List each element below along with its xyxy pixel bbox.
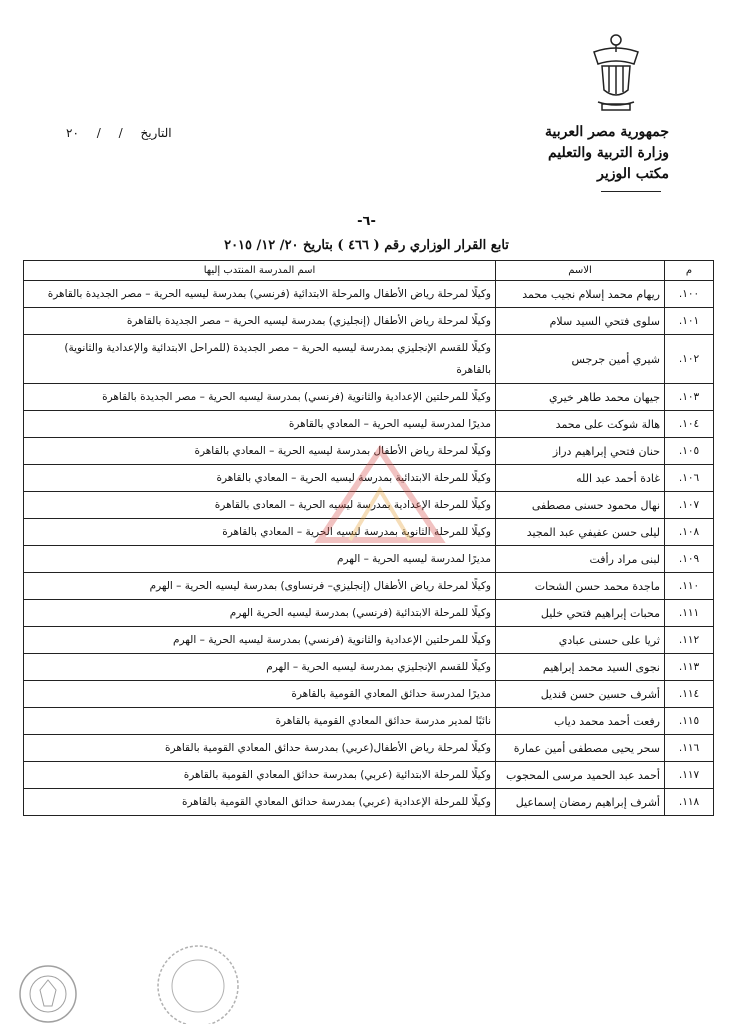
row-number: ١٠٢. xyxy=(665,335,714,384)
table-row xyxy=(24,627,714,654)
row-number: ١٠٠. xyxy=(665,281,714,308)
person-name: لبنى مراد رأفت xyxy=(496,546,665,573)
school-assignment: وكيلًا للمرحلة الإعدادية (عربي) بمدرسة حدائق المعادي القومية بالقاهرة xyxy=(24,789,496,816)
table-row xyxy=(24,600,714,627)
person-name: نهال محمود حسنى مصطفى xyxy=(496,492,665,519)
person-name: رفعت أحمد محمد دياب xyxy=(496,708,665,735)
watermark-logo-icon xyxy=(300,430,460,570)
row-number: ١٠٨. xyxy=(665,519,714,546)
header-divider xyxy=(601,191,661,192)
school-assignment: وكيلًا لمرحلة رياض الأطفال(عربي) بمدرسة حدائق المعادي القومية بالقاهرة xyxy=(24,735,496,762)
person-name: أحمد عبد الحميد مرسى المحجوب xyxy=(496,762,665,789)
row-number: ١٠٩. xyxy=(665,546,714,573)
person-name: سلوى فتحي السيد سلام xyxy=(496,308,665,335)
person-name: جيهان محمد طاهر خيري xyxy=(496,384,665,411)
school-assignment: وكيلًا للمرحلة الإعدادية بمدرسة ليسيه الحرية – المعادى بالقاهرة xyxy=(24,492,496,519)
person-name: ثريا على حسنى عبادي xyxy=(496,627,665,654)
school-assignment: وكيلًا للمرحلتين الإعدادية والثانوية (فرنسي) بمدرسة ليسيه الحرية – مصر الجديدة بالقاهرة xyxy=(24,384,496,411)
school-assignment: وكيلًا للقسم الإنجليزي بمدرسة ليسيه الحرية – الهرم xyxy=(24,654,496,681)
ministry-header xyxy=(545,122,669,192)
person-name: ريهام محمد إسلام نجيب محمد xyxy=(496,281,665,308)
person-name: أشرف حسين حسن قنديل xyxy=(496,681,665,708)
school-assignment: وكيلًا للمرحلة الابتدائية (فرنسي) بمدرسة ليسيه الحرية الهرم xyxy=(24,600,496,627)
table-row xyxy=(24,735,714,762)
row-number: ١١٣. xyxy=(665,654,714,681)
person-name: ليلى حسن عفيفي عبد المجيد xyxy=(496,519,665,546)
header-num: م xyxy=(665,261,714,281)
row-number: ١٠٥. xyxy=(665,438,714,465)
row-number: ١١٠. xyxy=(665,573,714,600)
table-row xyxy=(24,573,714,600)
school-assignment: مديرًا لمدرسة ليسيه الحرية – المعادي بالقاهرة xyxy=(24,411,496,438)
table-row xyxy=(24,384,714,411)
school-assignment: وكيلًا لمرحلة رياض الأطفال بمدرسة ليسيه الحرية – المعادي بالقاهرة xyxy=(24,438,496,465)
office-name: مكتب الوزير xyxy=(597,166,669,182)
row-number: ١٠٤. xyxy=(665,411,714,438)
header-school: اسم المدرسة المنتدب إليها xyxy=(24,261,496,281)
row-number: ١١٤. xyxy=(665,681,714,708)
table-row xyxy=(24,654,714,681)
official-seal-icon xyxy=(8,950,78,1024)
date-label: التاريخ xyxy=(140,126,172,140)
person-name: هالة شوكت على محمد xyxy=(496,411,665,438)
school-assignment: مديرًا لمدرسة حدائق المعادي القومية بالقاهرة xyxy=(24,681,496,708)
eagle-emblem-icon xyxy=(588,30,644,114)
person-name: شيري أمين جرجس xyxy=(496,335,665,384)
row-number: ١١٦. xyxy=(665,735,714,762)
person-name: نجوى السيد محمد إبراهيم xyxy=(496,654,665,681)
round-stamp-icon xyxy=(150,938,246,1024)
table-row xyxy=(24,681,714,708)
ministry-name: وزارة التربية والتعليم xyxy=(547,145,669,161)
person-name: أشرف إبراهيم رمضان إسماعيل xyxy=(496,789,665,816)
person-name: غادة أحمد عبد الله xyxy=(496,465,665,492)
person-name: محبات إبراهيم فتحي خليل xyxy=(496,600,665,627)
table-header-row xyxy=(24,261,714,281)
row-number: ١١٢. xyxy=(665,627,714,654)
decree-title: تابع القرار الوزاري رقم ( ٤٦٦ ) بتاريخ ٢٠/ ١٢/ ٢٠١٥ xyxy=(224,238,509,253)
row-number: ١١١. xyxy=(665,600,714,627)
school-assignment: وكيلًا لمرحلة رياض الأطفال (إنجليزي) بمدرسة ليسيه الحرية – مصر الجديدة بالقاهرة xyxy=(24,308,496,335)
table-row xyxy=(24,762,714,789)
school-assignment: وكيلًا للمرحلة الابتدائية بمدرسة ليسيه الحرية – المعادي بالقاهرة xyxy=(24,465,496,492)
date-separator: / xyxy=(118,126,123,140)
row-number: ١٠٣. xyxy=(665,384,714,411)
page-number: -٦- xyxy=(357,214,376,229)
school-assignment: نائبًا لمدير مدرسة حدائق المعادي القومية بالقاهرة xyxy=(24,708,496,735)
school-assignment: وكيلًا لمرحلة رياض الأطفال والمرحلة الابتدائية (فرنسي) بمدرسة ليسيه الحرية – مصر الجديدة بالقاهرة xyxy=(24,281,496,308)
country-name: جمهورية مصر العربية xyxy=(545,124,669,140)
table-row xyxy=(24,281,714,308)
row-number: ١١٧. xyxy=(665,762,714,789)
person-name: حنان فتحي إبراهيم دراز xyxy=(496,438,665,465)
school-assignment: وكيلًا للمرحلة الابتدائية (عربي) بمدرسة حدائق المعادي القومية بالقاهرة xyxy=(24,762,496,789)
person-name: سحر يحيى مصطفى أمين عمارة xyxy=(496,735,665,762)
date-separator: / xyxy=(96,126,101,140)
date-year: ٢٠ xyxy=(66,126,79,140)
row-number: ١٠١. xyxy=(665,308,714,335)
school-assignment: وكيلًا للمرحلتين الإعدادية والثانوية (فرنسي) بمدرسة ليسيه الحرية – الهرم xyxy=(24,627,496,654)
row-number: ١٠٦. xyxy=(665,465,714,492)
school-assignment: وكيلًا للمرحلة الثانوية بمدرسة ليسيه الحرية – المعادي بالقاهرة xyxy=(24,519,496,546)
table-row xyxy=(24,708,714,735)
date-field xyxy=(52,126,172,140)
row-number: ١١٥. xyxy=(665,708,714,735)
table-row xyxy=(24,789,714,816)
table-row xyxy=(24,308,714,335)
table-row xyxy=(24,335,714,384)
school-assignment: وكيلًا للقسم الإنجليزي بمدرسة ليسيه الحرية – مصر الجديدة (للمراحل الابتدائية والإعدادية والثانوية) بالقاهرة xyxy=(24,335,496,384)
person-name: ماجدة محمد حسن الشحات xyxy=(496,573,665,600)
row-number: ١١٨. xyxy=(665,789,714,816)
school-assignment: وكيلًا لمرحلة رياض الأطفال (إنجليزي– فرنساوى) بمدرسة ليسيه الحرية – الهرم xyxy=(24,573,496,600)
row-number: ١٠٧. xyxy=(665,492,714,519)
header-name: الاسم xyxy=(496,261,665,281)
school-assignment: مديرًا لمدرسة ليسيه الحرية – الهرم xyxy=(24,546,496,573)
